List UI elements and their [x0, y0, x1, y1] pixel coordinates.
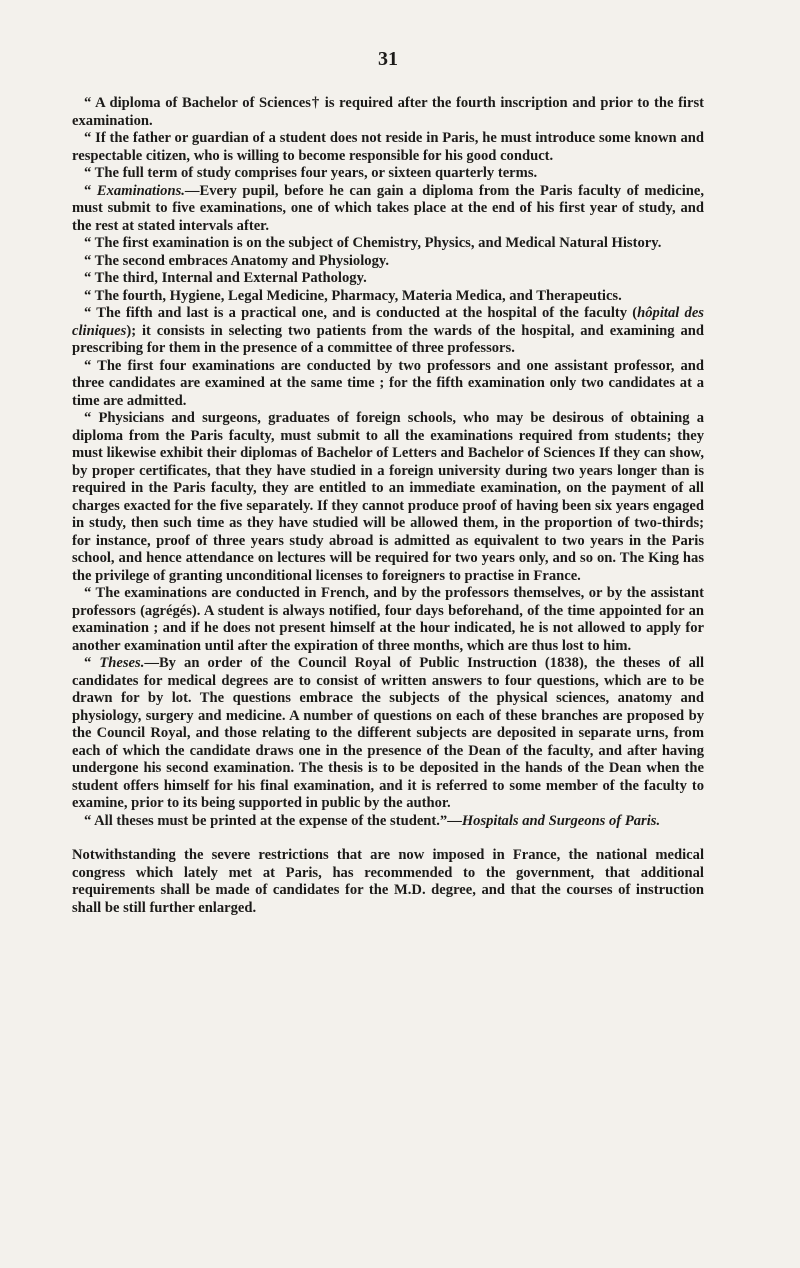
paragraph-printing-text: “ All theses must be printed at the expense of the student.”—	[84, 812, 462, 829]
paragraph-theses-text: —By an order of the Council Royal of Public Instruction (1838), the theses of all candidates for medical degrees are to consist of written answers to four questions, which are to be drawn for by lot. The questions embrace the subjects of the physical sciences, anatomy and physiology, surgery and medicine. A number of questions on each of these branches are proposed by the Council Royal, and those relating to the different subjects are deposited in separate urns, from each of which the candidate draws one in the presence of the Dean of the faculty, and after having undergone his second examination. The thesis is to be deposited in the hands of the Dean when the student offers himself for his final examination, and it is referred to some member of the faculty to examine, prior to its being supported in public by the author.	[72, 655, 704, 811]
paragraph-first-exam: “ The first examination is on the subject of Chemistry, Physics, and Medical Natural History.	[84, 235, 662, 251]
quote-open: “	[84, 182, 97, 199]
quote-open-theses: “	[84, 655, 100, 671]
paragraph-fifth-exam	[72, 305, 704, 358]
paragraph-theses	[72, 655, 704, 813]
paragraph-fifth-exam-b: ); it consists in selecting two patients from the wards of the hospital, and examining and prescribing for them in the presence of a committee of three professors.	[72, 322, 704, 356]
paragraph-examinations-text: —Every pupil, before he can gain a diploma from the Paris faculty of medicine, must submit to five examinations, one of which takes place at the end of his first year of study, and the rest at stated intervals after.	[72, 182, 704, 234]
source-citation: Hospitals and Surgeons of Paris.	[461, 812, 661, 829]
heading-theses: Theses.	[99, 655, 145, 671]
body-text	[72, 95, 704, 917]
paragraph-second-exam: “ The second embraces Anatomy and Physiology.	[84, 252, 390, 269]
paragraph-foreign-graduates: “ Physicians and surgeons, graduates of foreign schools, who may be desirous of obtaining a diploma from the Paris faculty, must submit to all the examinations required from students; they must likewise exhibit their diplomas of Bachelor of Letters and Bachelor of Sciences If they can show, by proper certificates, that they have studied in a foreign university during two years longer than is required in the Paris faculty, they are entitled to an immediate examination, on the payment of all charges exacted for the five separately. If they cannot produce proof of having been six years engaged in study, then such time as they have studied will be allowed them, in the proportion of two-thirds; for instance, proof of three years study abroad is admitted as equivalent to two years in the Paris school, and hence attendance on lectures will be required for two years only, and so on. The King has the privilege of granting unconditional licenses to foreigners to practise in France.	[72, 410, 704, 584]
paragraph-exam-conduct: “ The first four examinations are conducted by two professors and one assistant professor, and three candidates are examined at the same time ; for the fifth examination only two candidates at a time are admitted.	[72, 357, 704, 409]
paragraph-fifth-exam-a: “ The fifth and last is a practical one, and is conducted at the hospital of the faculty (	[84, 305, 638, 321]
page-number: 31	[378, 48, 398, 70]
paragraph-examinations	[72, 183, 704, 236]
paragraph-printing	[72, 813, 704, 831]
heading-examinations: Examinations.	[96, 182, 185, 199]
paragraph-notwithstanding: Notwithstanding the severe restrictions that are now imposed in France, the national medical congress which lately met at Paris, has recommended to the government, that additional requirements shall be made of candidates for the M.D. degree, and that the courses of instruction shall be still further enlarged.	[72, 847, 704, 916]
paragraph-exam-language: “ The examinations are conducted in French, and by the professors themselves, or by the assistant professors (agrégés). A student is always notified, four days beforehand, of the time appointed for an examination ; and if he does not present himself at the hour indicated, he is not allowed to apply for another examination until after the expiration of three months, which are thus lost to him.	[72, 585, 704, 654]
paragraph-term-of-study: “ The full term of study comprises four years, or sixteen quarterly terms.	[84, 165, 538, 181]
paragraph-fourth-exam: “ The fourth, Hygiene, Legal Medicine, Pharmacy, Materia Medica, and Therapeutics.	[84, 287, 622, 304]
hopital-des-cliniques: hôpital des cliniques	[72, 305, 704, 339]
paragraph-guardian: “ If the father or guardian of a student does not reside in Paris, he must introduce some known and respectable citizen, who is willing to become responsible for his good conduct.	[72, 130, 704, 164]
paragraph-third-exam: “ The third, Internal and External Pathology.	[84, 270, 367, 286]
paragraph-diploma-requirement: “ A diploma of Bachelor of Sciences† is required after the fourth inscription and prior to the first examination.	[72, 95, 704, 129]
